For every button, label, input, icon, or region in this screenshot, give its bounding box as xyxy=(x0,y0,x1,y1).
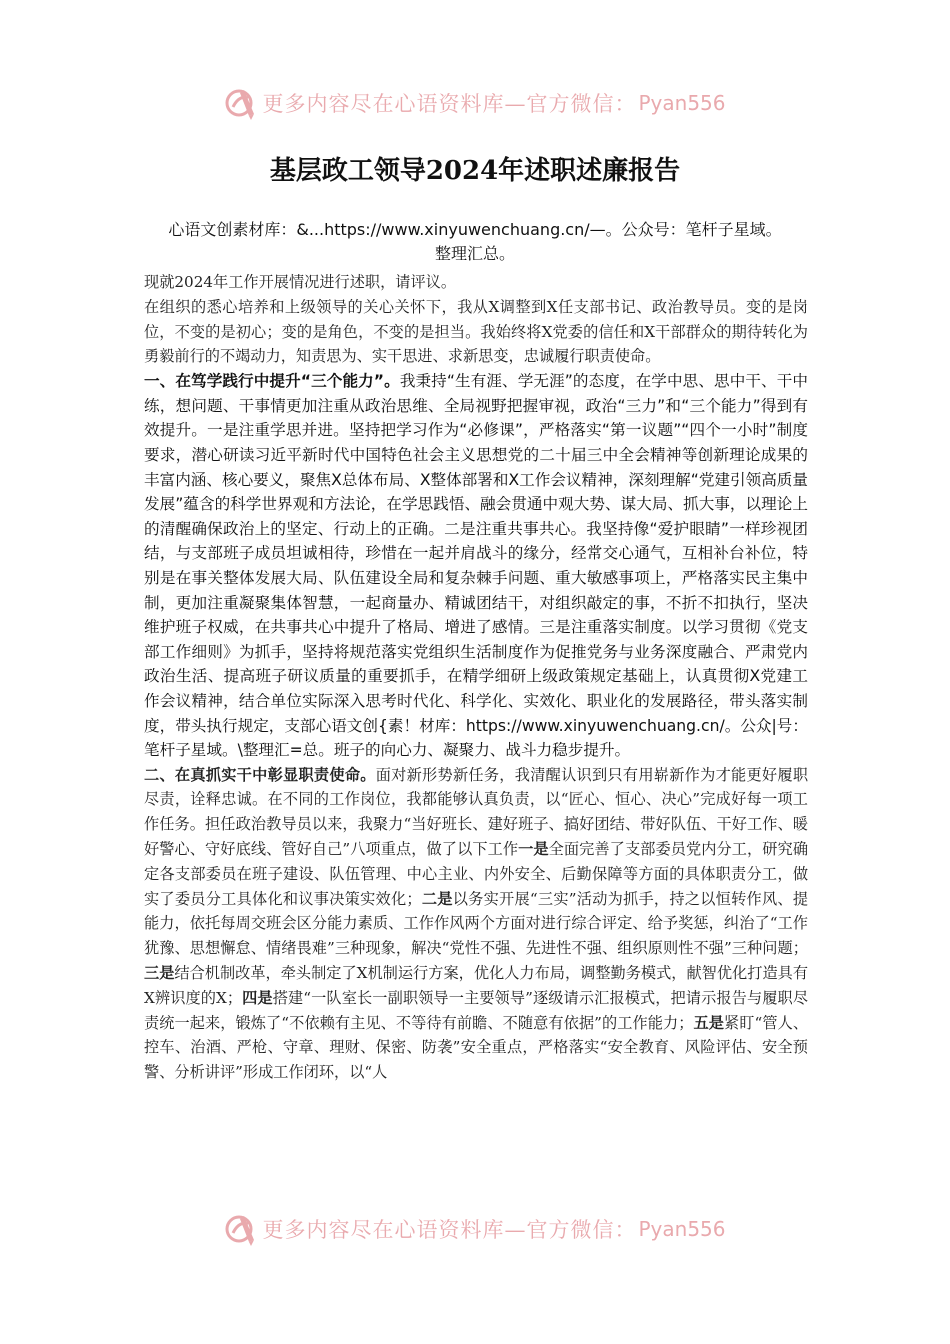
section-1-heading: 一、在笃学践行中提升“三个能力”。 xyxy=(144,372,400,391)
paragraph-background: 在组织的悉心培养和上级领导的关心关怀下，我从X调整到X任支部书记、政治教导员。变的是岗位，不变的是初心；变的是角色，不变的是担当。我始终将X党委的信任和X干部群众的期待转化为勇毅前行的不竭动力，知责思为、实干思进、求新思变，忠诚履行职责使命。 xyxy=(144,297,808,366)
section-2-text-b: 全面完善了支部委员党内分工，研究确定各支部委员在班子建设、队伍管理、中心主业、内外安全、后勤保障等方面的具体职责分工，做实了委员分工具体化和议事决策实效化； xyxy=(144,840,808,908)
section-2-text-e: 搭建“一队室长一副职领导一主要领导”逐级请示汇报模式，把请示报告与履职尽责统一起来，锻炼了“不依赖有主见、不等待有前瞻、不随意有依据”的工作能力； xyxy=(144,988,808,1032)
section-2-text-f: 紧盯“管人、控车、治酒、严枪、守章、理财、保密、防袭”安全重点，严格落实“安全教育、风险评估、安全预警、分析讲评”形成工作闭环，以“人 xyxy=(144,1013,808,1082)
header-watermark-banner xyxy=(0,83,950,123)
pen-logo-icon xyxy=(224,86,258,120)
footer-watermark-banner xyxy=(0,1209,950,1249)
section-2-text-d: 结合机制改革，牵头制定了X机制运行方案，优化人力布局，调整勤务模式，献智优化打造具有X辨识度的X； xyxy=(144,964,808,1007)
section-2-keyword-1: 一是 xyxy=(518,840,549,859)
section-2-text-c: 以务实开展“三实”活动为抓手，持之以恒转作风、提能力，依托每周交班会区分能力素质、工作作风两个方面对进行综合评定、给予奖惩，纠治了“工作犹豫、思想懈怠、情绪畏难”三种现象，解决“党性不强、先进性不强、组织原则性不强”三种问题； xyxy=(144,889,808,958)
banner-slogan: 更多内容尽在心语资料库—官方微信： xyxy=(262,92,637,116)
section-2-keyword-3: 三是 xyxy=(144,964,175,983)
section-2-keyword-5: 五是 xyxy=(693,1013,724,1032)
report-body xyxy=(144,270,808,1195)
banner-slogan: 更多内容尽在心语资料库—官方微信： xyxy=(262,1218,637,1242)
banner-wechat-id: Pyan556 xyxy=(638,1217,726,1241)
section-2-keyword-2: 二是 xyxy=(421,889,453,908)
page-title: 基层政工领导2024年述职述廉报告 xyxy=(269,156,681,186)
section-2-text-a: 面对新形势新任务，我清醒认识到只有用崭新作为才能更好履职尽责，诠释忠诚。在不同的工作岗位，我都能够认真负责，以“匠心、恒心、决心”完成好每一项工作任务。担任政治教导员以来，我聚力“当好班长、建好班子、搞好团结、带好队伍、干好工作、暖好警心、守好底线、管好自己”八项重点，做了以下工作 xyxy=(144,765,808,859)
banner-wechat-id: Pyan556 xyxy=(638,91,726,115)
intro-paragraph: 现就2024年工作开展情况进行述职，请评议。 xyxy=(144,273,457,291)
pen-logo-icon xyxy=(224,1212,258,1246)
section-1-paragraph xyxy=(144,369,808,763)
source-line-1: 心语文创素材库：&...https://www.xinyuwenchuang.cn/—。公众号：笔杆子星域。 xyxy=(168,220,782,239)
source-note xyxy=(140,218,810,266)
section-1-body: 我秉持“生有涯、学无涯”的态度，在学中思、思中干、干中练，想问题、干事情更加注重从政治思维、全局视野把握审视，政治“三力”和“三个能力”得到有效提升。一是注重学思并进。坚持把学习作为“必修课”，严格落实“第一议题”“四个一小时”制度要求，潜心研读习近平新时代中国特色社会主义思想党的二十届三中全会精神等创新理论成果的丰富内涵、核心要义，聚焦X总体布局、X整体部署和X工作会议精神，深刻理解“党建引领高质量发展”蕴含的科学世界观和方法论，在学思践悟、融会贯通中观大势、谋大局、抓大事，以理论上的清醒确保政治上的坚定、行动上的正确。二是注重共事共心。我坚持像“爱护眼睛”一样珍视团结，与支部班子成员坦诚相待，珍惜在一起并肩战斗的缘分，经常交心通气，互相补台补位，特别是在事关整体发展大局、队伍建设全局和复杂棘手问题、重大敏感事项上，严格落实民主集中制，更加注重凝聚集体智慧，一起商量办、精诚团结干，对组织敲定的事，不折不扣执行，坚决维护班子权威，在共事共心中提升了格局、增进了感情。三是注重落实制度。以学习贯彻《党支部工作细则》为抓手，坚持将规范落实党组织生活制度作为促推党务与业务深度融合、严肃党内政治生活、提高班子研议质量的重要抓手，在精学细研上级政策规定基础上，认真贯彻X党建工作会议精神，结合单位实际深入思考时代化、科学化、实效化、职业化的发展路径，带头落实制度，带头执行规定，支部心语文创{素！材库：https://www.xinyuwenchuang.cn/。公众|号：笔杆子星域。\整理汇=总。班子的向心力、凝聚力、战斗力稳步提升。 xyxy=(144,372,808,760)
section-2-paragraph xyxy=(144,763,808,1085)
section-2-keyword-4: 四是 xyxy=(242,988,273,1007)
source-line-2: 整理汇总。 xyxy=(434,244,515,263)
section-2-heading: 二、在真抓实干中彰显职责使命。 xyxy=(144,765,376,784)
